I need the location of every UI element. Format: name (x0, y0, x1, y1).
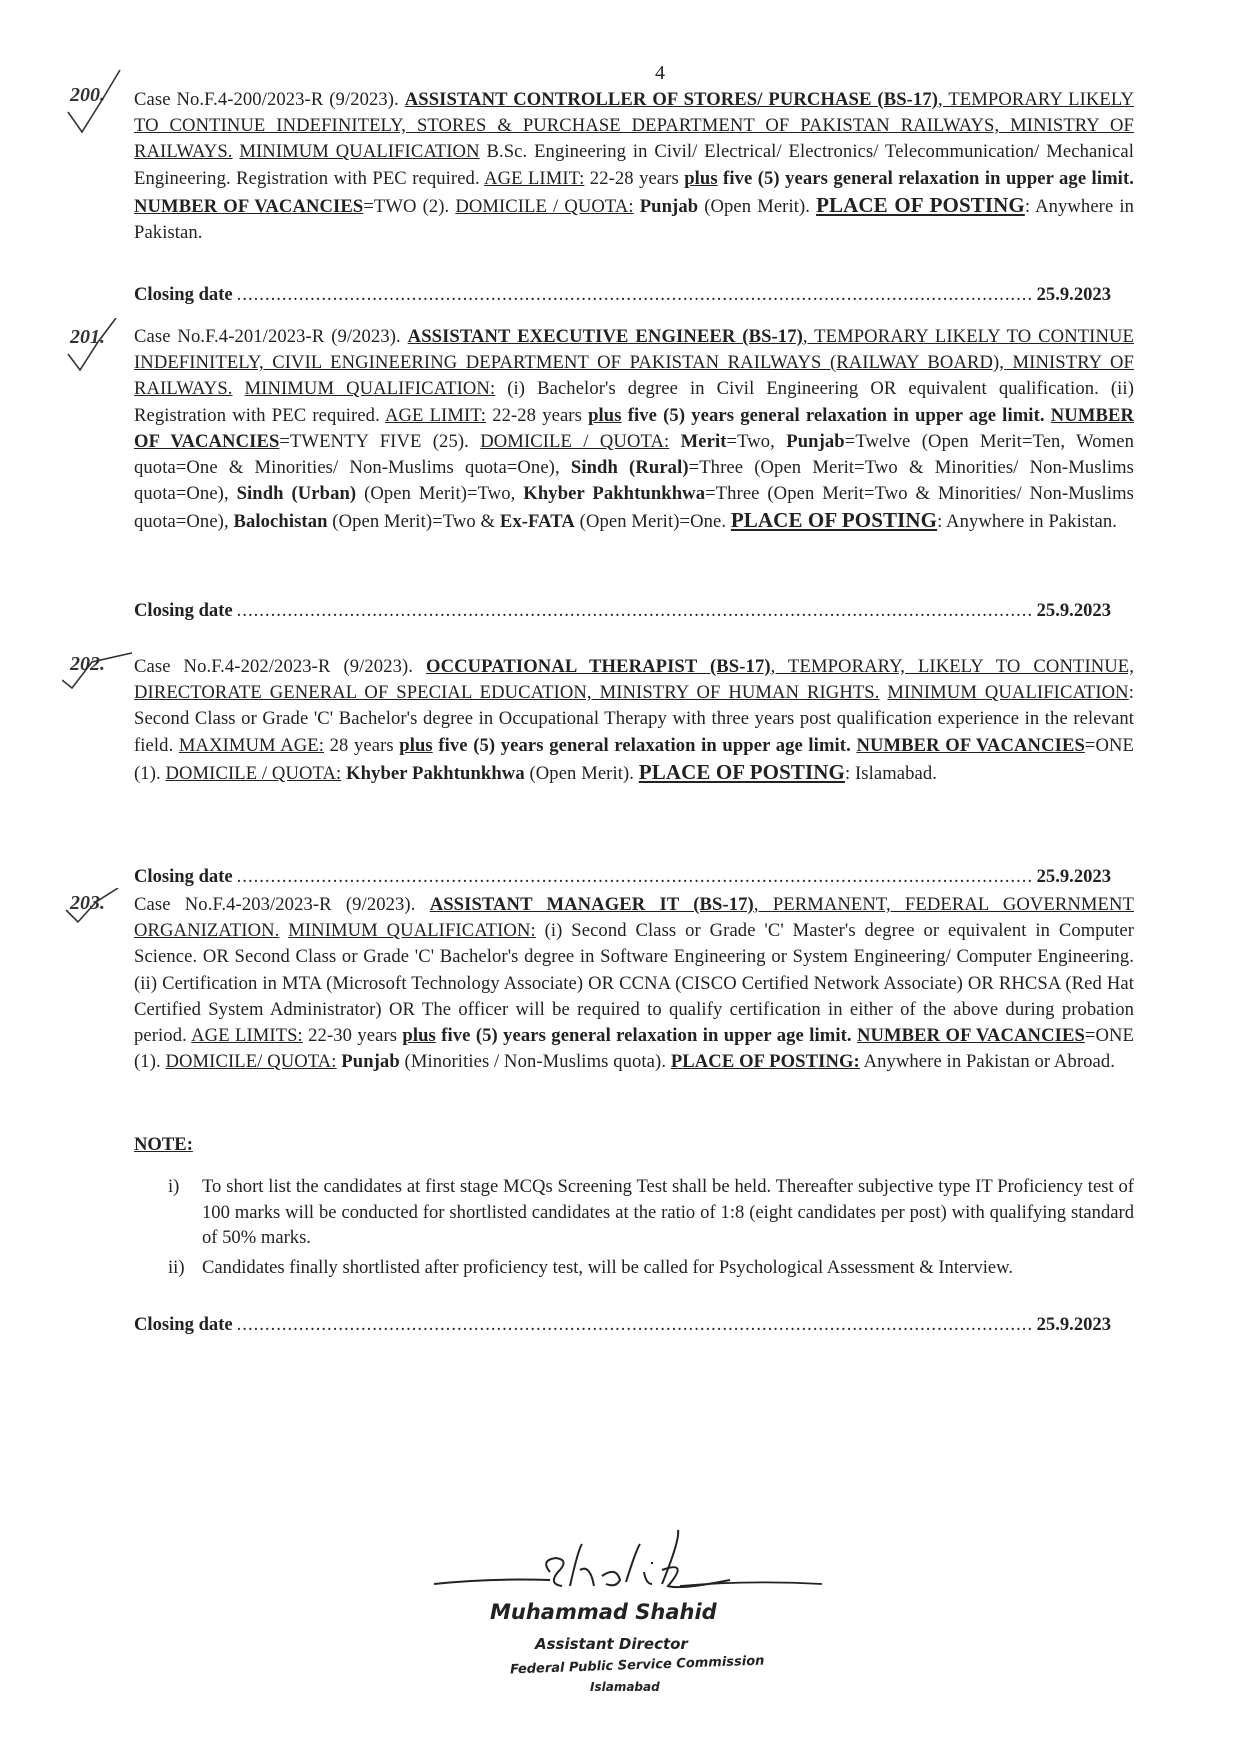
case-text-segment: B.Sc. Engineering in Civil/ Electrical/ Electronics/ Telecommunication/ Mechanical Engineering. Registration with PEC required. (134, 141, 1134, 189)
case-text-segment: =Twelve (Open Merit=Ten, Women quota=One & Minorities/ Non-Muslims quota=One), (134, 430, 1134, 479)
case-text-segment: five (5) years general relaxation in upper age limit. (432, 734, 851, 756)
case-text-segment: (Open Merit). (524, 762, 639, 784)
case-number: 203. (70, 892, 105, 914)
case-200-text (134, 87, 1134, 246)
case-text-segment: : Anywhere in Pakistan. (937, 511, 1118, 533)
case-text-segment: Case No.F.4-203/2023-R (9/2023). (134, 894, 430, 915)
case-text-segment: DOMICILE / QUOTA: (165, 762, 342, 784)
case-text-segment: Sindh (Urban) (236, 483, 357, 505)
check-mark-icon (62, 888, 132, 948)
case-text-segment: , TEMPORARY LIKELY TO CONTINUE INDEFINITELY, CIVIL ENGINEERING DEPARTMENT OF PAKISTAN RAILWAYS (RAILWAY BOARD), MINISTRY OF RAILWAYS. (134, 326, 1134, 400)
case-text-segment: DOMICILE / QUOTA: (455, 195, 634, 217)
case-text-segment: Punjab (341, 1051, 400, 1073)
signatory-title: Assistant Director (535, 1635, 688, 1653)
case-text-segment: PLACE OF POSTING (638, 759, 845, 784)
case-text-segment: =Three (Open Merit=Two & Minorities/ Non-Muslims quota=One), (134, 483, 1134, 533)
case-text-segment: MINIMUM QUALIFICATION (239, 141, 480, 163)
case-text-segment: (Open Merit)=Two & (327, 511, 500, 533)
case-text-segment: AGE LIMIT: (484, 167, 585, 189)
note-item: i) To short list the candidates at first stage MCQs Screening Test shall be held. Thereafter subjective type IT Proficiency test of 100 marks will be conducted for shortlisted candidates at the ratio of 1:8 (eight candidates per post) with qualifying standard of 50% marks. (168, 1176, 1134, 1248)
case-text-segment: plus (684, 167, 718, 189)
case-text-segment: Khyber Pakhtunkhwa (346, 762, 525, 784)
case-text-segment: : Islamabad. (844, 762, 938, 784)
case-text-segment: NUMBER OF VACANCIES (856, 734, 1085, 756)
case-text-segment: AGE LIMIT: (384, 404, 487, 426)
case-text-segment: Case No.F.4-202/2023-R (9/2023). (134, 656, 427, 677)
check-mark-icon (62, 318, 132, 388)
note-item: ii) Candidates finally shortlisted after proficiency test, will be called for Psychological Assessment & Interview. (168, 1257, 1014, 1278)
case-text-segment: =TWO (2). (363, 195, 456, 217)
case-text-segment: ASSISTANT MANAGER IT (BS-17) (429, 894, 754, 915)
svg-text:Shahid: Shahid (430, 1500, 433, 1501)
closing-date-line: Closing date ..... 25.9.2023 (134, 1314, 1111, 1336)
case-text-segment: Anywhere in Pakistan or Abroad. (859, 1051, 1116, 1073)
case-number: 202. (70, 653, 105, 675)
handwritten-signature (430, 1500, 830, 1600)
case-text-segment: Punjab (786, 430, 845, 452)
case-text-segment: (Open Merit). (698, 195, 817, 217)
case-text-segment: five (5) years general relaxation in upper age limit. (435, 1025, 852, 1047)
case-text-segment: NUMBER OF VACANCIES (134, 404, 1135, 452)
case-text-segment: five (5) years general relaxation in upper age limit. (717, 167, 1134, 189)
case-text-segment: Ex-FATA (499, 511, 575, 533)
case-202-text (134, 654, 1134, 787)
case-text-segment: =Two, (726, 430, 787, 452)
case-text-segment: PLACE OF POSTING (816, 192, 1025, 217)
closing-date-line: Closing date ..... 25.9.2023 (134, 284, 1111, 306)
case-text-segment: 22-28 years (584, 167, 685, 189)
signature-block (430, 1500, 830, 1750)
case-number: 200. (70, 84, 105, 106)
case-text-segment: 22-28 years (486, 404, 589, 426)
case-text-segment (669, 431, 680, 452)
case-text-segment: Case No.F.4-200/2023-R (9/2023). (134, 89, 405, 110)
note-title: NOTE: (134, 1134, 193, 1155)
check-mark-icon (62, 648, 132, 698)
case-text-segment: =Three (Open Merit=Two & Minorities/ Non-Muslims quota=One), (134, 457, 1134, 505)
case-text-segment: plus (402, 1025, 436, 1047)
case-text-segment (233, 378, 245, 399)
case-text-segment: =TWENTY FIVE (25). (279, 430, 481, 452)
case-text-segment: NUMBER OF VACANCIES (856, 1025, 1085, 1047)
case-text-segment: PLACE OF POSTING: (670, 1051, 860, 1073)
case-text-segment: PLACE OF POSTING (730, 508, 938, 533)
case-text-segment: =ONE (1). (134, 1025, 1134, 1073)
check-mark-icon (62, 60, 132, 140)
case-text-segment: Merit (680, 430, 727, 452)
case-number: 201. (70, 326, 105, 348)
case-text-segment: : Second Class or Grade 'C' Bachelor's degree in Occupational Therapy with three years post qualification experience in the relevant field. (134, 682, 1134, 756)
case-text-segment: plus (588, 404, 622, 426)
case-text-segment: DOMICILE / QUOTA: (480, 430, 670, 452)
page-number: 4 (655, 62, 665, 84)
case-text-segment: (Open Merit)=One. (574, 511, 731, 533)
case-text-segment: 28 years (324, 734, 400, 756)
case-text-segment: , TEMPORARY LIKELY TO CONTINUE INDEFINITELY, STORES & PURCHASE DEPARTMENT OF PAKISTAN RAILWAYS, MINISTRY OF RAILWAYS. (134, 89, 1134, 163)
case-text-segment: Punjab (639, 195, 699, 217)
case-text-segment: Case No.F.4-201/2023-R (9/2023). (134, 326, 408, 347)
case-text-segment: AGE LIMITS: (191, 1025, 303, 1047)
case-text-segment: 22-30 years (302, 1025, 403, 1047)
case-text-segment: : Anywhere in Pakistan. (134, 195, 1135, 244)
case-text-segment: Balochistan (233, 511, 328, 533)
case-text-segment: plus (399, 734, 433, 756)
case-text-segment: MINIMUM QUALIFICATION (887, 682, 1129, 704)
case-text-segment: (i) Second Class or Grade 'C' Master's degree or equivalent in Computer Science. OR Second Class or Grade 'C' Bachelor's degree in Software Engineering or System Engineering/ Computer Engineering. (ii) Certification in MTA (Microsoft Technology Associate) OR CCNA (CISCO Certified Network Associate) OR RHCSA (Red Hat Certified System Administrator) OR The officer will be required to qualify certification in either of the above during probation period. (134, 920, 1134, 1047)
case-text-segment: ASSISTANT EXECUTIVE ENGINEER (BS-17) (407, 326, 803, 347)
signatory-city: Islamabad (590, 1680, 660, 1694)
case-text-segment: MINIMUM QUALIFICATION: (288, 920, 536, 942)
case-text-segment: =ONE (1). (134, 734, 1134, 784)
case-text-segment: MAXIMUM AGE: (178, 734, 325, 756)
case-text-segment (279, 920, 288, 941)
case-text-segment: , TEMPORARY, LIKELY TO CONTINUE, DIRECTORATE GENERAL OF SPECIAL EDUCATION, MINISTRY OF HUMAN RIGHTS. (134, 656, 1134, 704)
case-text-segment: NUMBER OF VACANCIES (134, 195, 364, 217)
case-text-segment: (Minorities / Non-Muslims quota). (399, 1051, 671, 1073)
signatory-name: Muhammad Shahid (490, 1600, 717, 1624)
case-text-segment: five (5) years general relaxation in upper age limit. (621, 404, 1045, 426)
case-text-segment: , PERMANENT, FEDERAL GOVERNMENT ORGANIZATION. (134, 894, 1134, 942)
case-text-segment: Khyber Pakhtunkhwa (523, 483, 706, 505)
case-text-segment: OCCUPATIONAL THERAPIST (BS-17) (426, 656, 771, 677)
case-text-segment: (i) Bachelor's degree in Civil Engineering OR equivalent qualification. (ii) Registration with PEC required. (134, 378, 1134, 426)
case-text-segment: Sindh (Rural) (570, 457, 689, 479)
case-text-segment: ASSISTANT CONTROLLER OF STORES/ PURCHASE (BS-17) (404, 89, 939, 110)
closing-date-line: Closing date ..... 25.9.2023 (134, 866, 1111, 888)
case-203-text (134, 892, 1134, 1075)
closing-date-line: Closing date ..... 25.9.2023 (134, 600, 1111, 622)
case-text-segment: DOMICILE/ QUOTA: (165, 1051, 337, 1073)
case-text-segment: MINIMUM QUALIFICATION: (244, 378, 496, 400)
signatory-organization: Federal Public Service Commission (509, 1653, 765, 1678)
case-text-segment: (Open Merit)=Two, (356, 483, 524, 505)
case-201-text (134, 324, 1134, 536)
